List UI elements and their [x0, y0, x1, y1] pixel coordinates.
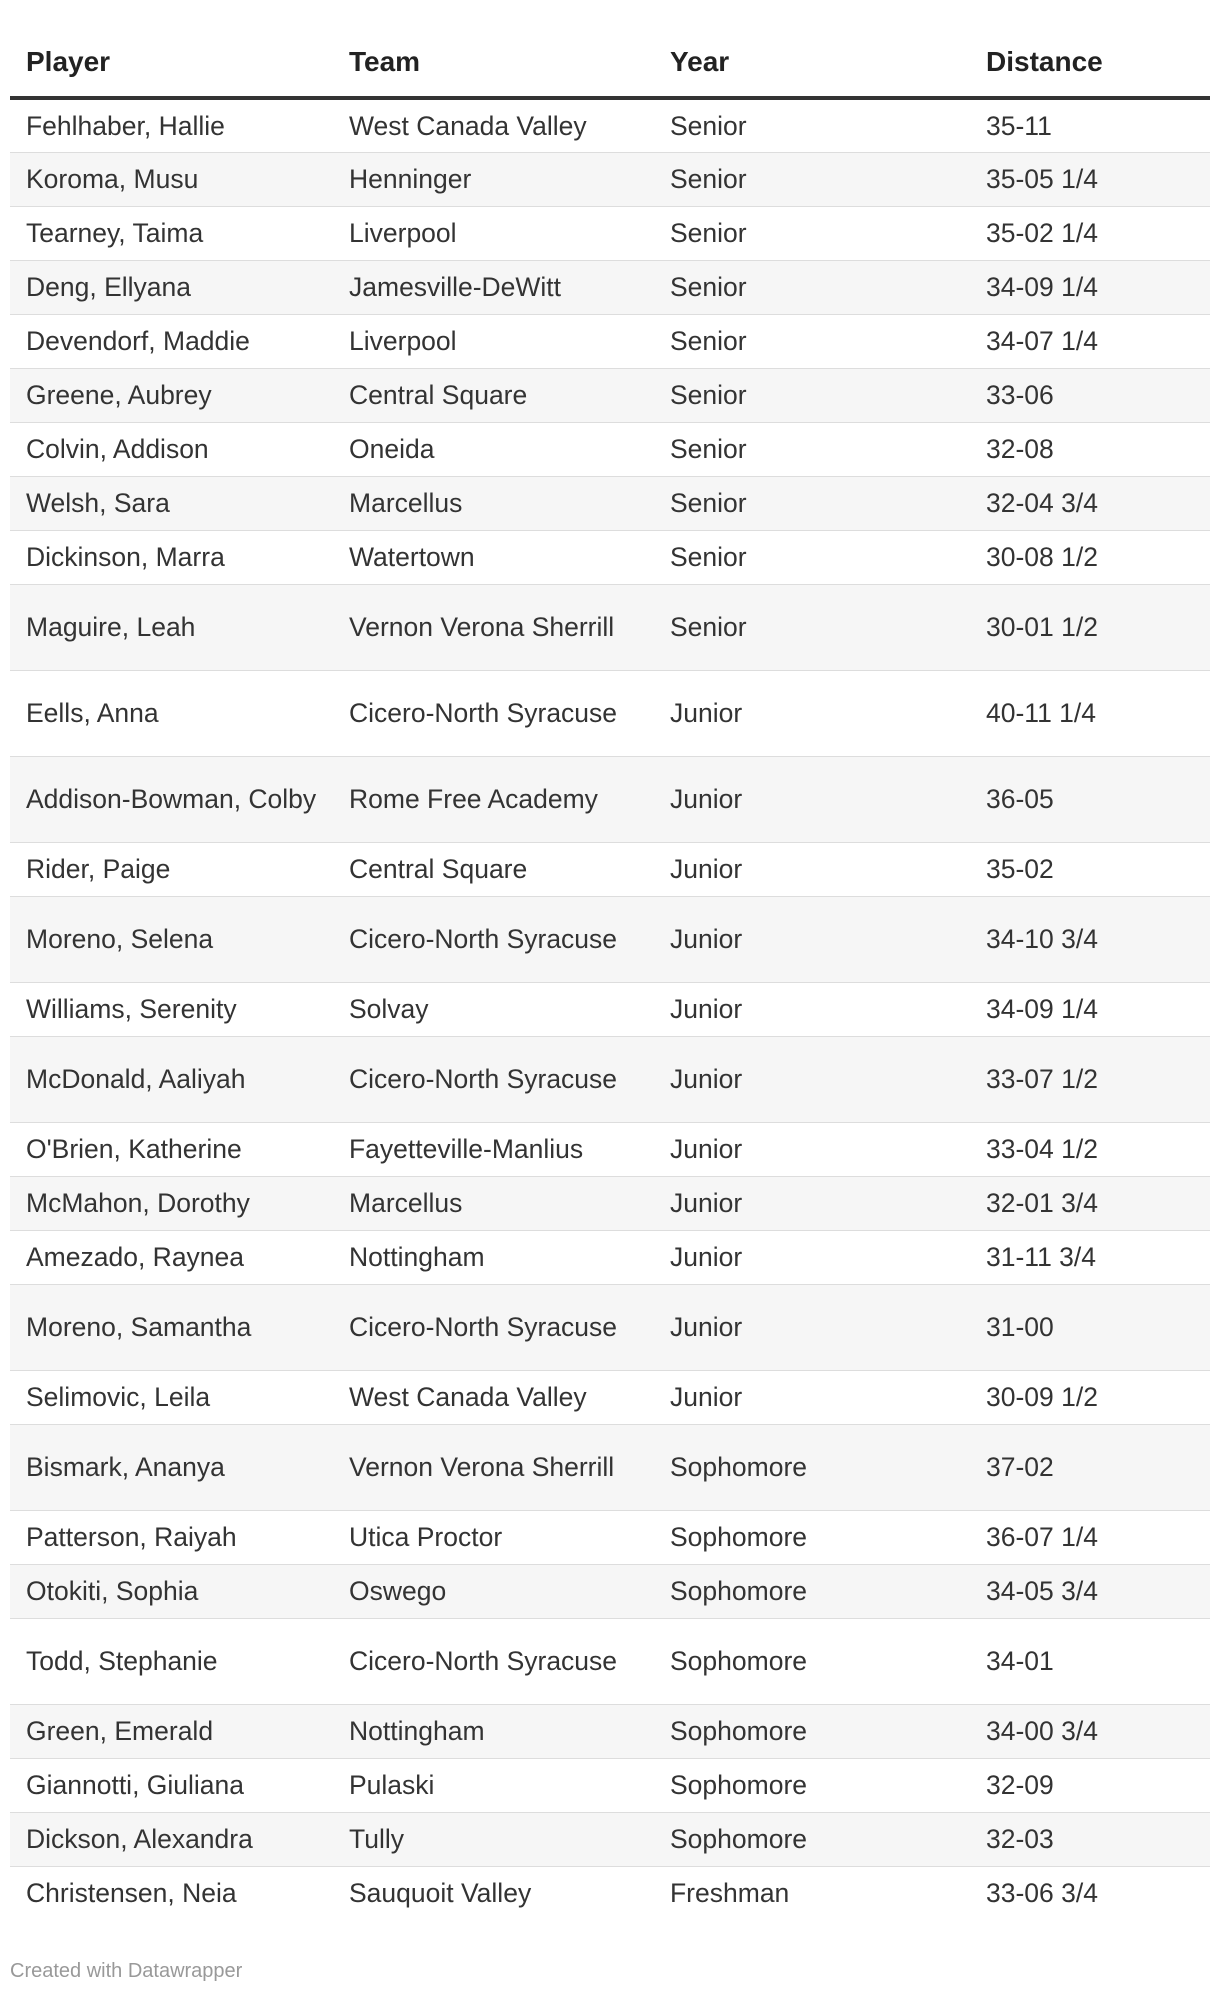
player-cell: Rider, Paige: [10, 842, 333, 896]
column-header-team[interactable]: Team: [333, 28, 654, 98]
table-row: [10, 1812, 1210, 1866]
team-cell: Marcellus: [333, 1176, 654, 1230]
year-cell: Junior: [654, 756, 970, 842]
year-cell: Sophomore: [654, 1758, 970, 1812]
player-cell: Colvin, Addison: [10, 422, 333, 476]
team-cell: Cicero-North Syracuse: [333, 670, 654, 756]
team-cell: Fayetteville-Manlius: [333, 1122, 654, 1176]
year-cell: Senior: [654, 422, 970, 476]
table-row: [10, 896, 1210, 982]
distance-cell: 34-09 1/4: [970, 982, 1210, 1036]
player-cell: Green, Emerald: [10, 1704, 333, 1758]
distance-cell: 32-09: [970, 1758, 1210, 1812]
team-cell: Cicero-North Syracuse: [333, 896, 654, 982]
datawrapper-credit: Created with Datawrapper: [10, 1960, 243, 1982]
table-row: [10, 1866, 1210, 1920]
table-row: [10, 1758, 1210, 1812]
player-cell: McMahon, Dorothy: [10, 1176, 333, 1230]
player-cell: Williams, Serenity: [10, 982, 333, 1036]
player-cell: Christensen, Neia: [26, 1878, 237, 1909]
distance-cell: 33-06 3/4: [986, 1878, 1098, 1909]
table-row: [10, 670, 1210, 756]
distance-cell: 32-01 3/4: [970, 1176, 1210, 1230]
player-cell: Dickinson, Marra: [10, 530, 333, 584]
table-row: [10, 314, 1210, 368]
year-cell: Junior: [654, 982, 970, 1036]
player-cell: Selimovic, Leila: [10, 1370, 333, 1424]
year-cell: Junior: [654, 1370, 970, 1424]
table-row: [10, 982, 1210, 1036]
year-cell: Junior: [654, 670, 970, 756]
year-cell: Freshman: [670, 1878, 790, 1909]
player-cell: Bismark, Ananya: [10, 1424, 333, 1510]
year-cell: Sophomore: [654, 1510, 970, 1564]
distance-cell: 33-06: [970, 368, 1210, 422]
table-row: [10, 1424, 1210, 1510]
year-cell: Senior: [654, 368, 970, 422]
team-cell: Central Square: [333, 842, 654, 896]
distance-cell: 30-08 1/2: [970, 530, 1210, 584]
team-cell: Solvay: [333, 982, 654, 1036]
year-cell: Sophomore: [654, 1812, 970, 1866]
distance-cell: 32-08: [970, 422, 1210, 476]
table-row: [10, 206, 1210, 260]
year-cell: Junior: [654, 842, 970, 896]
team-cell: West Canada Valley: [333, 1370, 654, 1424]
player-cell: Greene, Aubrey: [10, 368, 333, 422]
player-cell: Giannotti, Giuliana: [10, 1758, 333, 1812]
table-header: [10, 28, 1210, 98]
distance-cell: 34-09 1/4: [970, 260, 1210, 314]
table-row: [10, 1370, 1210, 1424]
distance-cell: 31-00: [970, 1284, 1210, 1370]
distance-cell: 32-04 3/4: [970, 476, 1210, 530]
player-cell: McDonald, Aaliyah: [10, 1036, 333, 1122]
team-cell: Cicero-North Syracuse: [333, 1618, 654, 1704]
table-row: [10, 1284, 1210, 1370]
player-cell: Maguire, Leah: [10, 584, 333, 670]
table-row: [10, 1122, 1210, 1176]
team-cell: Jamesville-DeWitt: [333, 260, 654, 314]
table-row: [10, 584, 1210, 670]
team-cell: Cicero-North Syracuse: [333, 1036, 654, 1122]
distance-cell: 32-03: [970, 1812, 1210, 1866]
year-cell: Senior: [654, 314, 970, 368]
year-cell: Junior: [654, 1122, 970, 1176]
year-cell: Junior: [654, 896, 970, 982]
year-cell: Sophomore: [654, 1424, 970, 1510]
table-row: [10, 152, 1210, 206]
table-row: [10, 530, 1210, 584]
year-cell: Senior: [654, 206, 970, 260]
year-cell: Senior: [654, 260, 970, 314]
table-row: [10, 1618, 1210, 1704]
team-cell: Sauquoit Valley: [349, 1878, 532, 1909]
player-cell: Moreno, Selena: [10, 896, 333, 982]
team-cell: Vernon Verona Sherrill: [333, 1424, 654, 1510]
team-cell: Tully: [333, 1812, 654, 1866]
year-cell: Sophomore: [654, 1704, 970, 1758]
column-header-player[interactable]: Player: [10, 28, 333, 98]
distance-cell: 34-01: [970, 1618, 1210, 1704]
team-cell: Oneida: [333, 422, 654, 476]
header-row: [10, 28, 1210, 98]
year-cell: Senior: [654, 98, 970, 152]
distance-cell: 30-09 1/2: [970, 1370, 1210, 1424]
team-cell: West Canada Valley: [333, 98, 654, 152]
year-cell: Senior: [654, 476, 970, 530]
player-cell: Otokiti, Sophia: [10, 1564, 333, 1618]
year-cell: Junior: [654, 1036, 970, 1122]
table-row: [10, 1704, 1210, 1758]
player-cell: Todd, Stephanie: [10, 1618, 333, 1704]
results-table: [10, 28, 1210, 1920]
team-cell: Utica Proctor: [333, 1510, 654, 1564]
player-cell: Patterson, Raiyah: [10, 1510, 333, 1564]
table-row: [10, 1510, 1210, 1564]
table-row: [10, 1176, 1210, 1230]
distance-cell: 34-10 3/4: [970, 896, 1210, 982]
team-cell: Vernon Verona Sherrill: [333, 584, 654, 670]
year-cell: Senior: [654, 152, 970, 206]
team-cell: Oswego: [333, 1564, 654, 1618]
player-cell: Dickson, Alexandra: [10, 1812, 333, 1866]
player-cell: Koroma, Musu: [10, 152, 333, 206]
table-row: [10, 98, 1210, 152]
table-row: [10, 1230, 1210, 1284]
year-cell: Junior: [654, 1230, 970, 1284]
team-cell: Pulaski: [333, 1758, 654, 1812]
distance-cell: 35-05 1/4: [970, 152, 1210, 206]
table-row: [10, 422, 1210, 476]
distance-cell: 40-11 1/4: [970, 670, 1210, 756]
player-cell: Eells, Anna: [10, 670, 333, 756]
distance-cell: 36-07 1/4: [970, 1510, 1210, 1564]
team-cell: Liverpool: [333, 314, 654, 368]
player-cell: Devendorf, Maddie: [10, 314, 333, 368]
distance-cell: 35-02 1/4: [970, 206, 1210, 260]
table-row: [10, 476, 1210, 530]
team-cell: Henninger: [333, 152, 654, 206]
year-cell: Sophomore: [654, 1618, 970, 1704]
table-row: [10, 842, 1210, 896]
team-cell: Cicero-North Syracuse: [333, 1284, 654, 1370]
player-cell: Amezado, Raynea: [10, 1230, 333, 1284]
distance-cell: 33-04 1/2: [970, 1122, 1210, 1176]
team-cell: Nottingham: [333, 1230, 654, 1284]
table-body: [10, 98, 1210, 1920]
year-cell: Sophomore: [654, 1564, 970, 1618]
table-row: [10, 1564, 1210, 1618]
team-cell: Liverpool: [333, 206, 654, 260]
table-row: [10, 756, 1210, 842]
distance-cell: 34-00 3/4: [970, 1704, 1210, 1758]
distance-cell: 37-02: [970, 1424, 1210, 1510]
team-cell: Central Square: [333, 368, 654, 422]
year-cell: Junior: [654, 1284, 970, 1370]
player-cell: Deng, Ellyana: [10, 260, 333, 314]
column-header-distance[interactable]: Distance: [970, 28, 1210, 98]
player-cell: Fehlhaber, Hallie: [10, 98, 333, 152]
player-cell: O'Brien, Katherine: [10, 1122, 333, 1176]
team-cell: Rome Free Academy: [333, 756, 654, 842]
player-cell: Tearney, Taima: [10, 206, 333, 260]
distance-cell: 31-11 3/4: [970, 1230, 1210, 1284]
year-cell: Senior: [654, 584, 970, 670]
distance-cell: 35-02: [970, 842, 1210, 896]
team-cell: Marcellus: [333, 476, 654, 530]
player-cell: Addison-Bowman, Colby: [10, 756, 333, 842]
distance-cell: 33-07 1/2: [970, 1036, 1210, 1122]
column-header-year[interactable]: Year: [654, 28, 970, 98]
table-row: [10, 368, 1210, 422]
distance-cell: 34-05 3/4: [970, 1564, 1210, 1618]
distance-cell: 30-01 1/2: [970, 584, 1210, 670]
distance-cell: 34-07 1/4: [970, 314, 1210, 368]
player-cell: Welsh, Sara: [10, 476, 333, 530]
table-row: [10, 1036, 1210, 1122]
team-cell: Watertown: [333, 530, 654, 584]
distance-cell: 36-05: [970, 756, 1210, 842]
year-cell: Junior: [654, 1176, 970, 1230]
team-cell: Nottingham: [333, 1704, 654, 1758]
table-row: [10, 260, 1210, 314]
player-cell: Moreno, Samantha: [10, 1284, 333, 1370]
distance-cell: 35-11: [970, 98, 1210, 152]
year-cell: Senior: [654, 530, 970, 584]
